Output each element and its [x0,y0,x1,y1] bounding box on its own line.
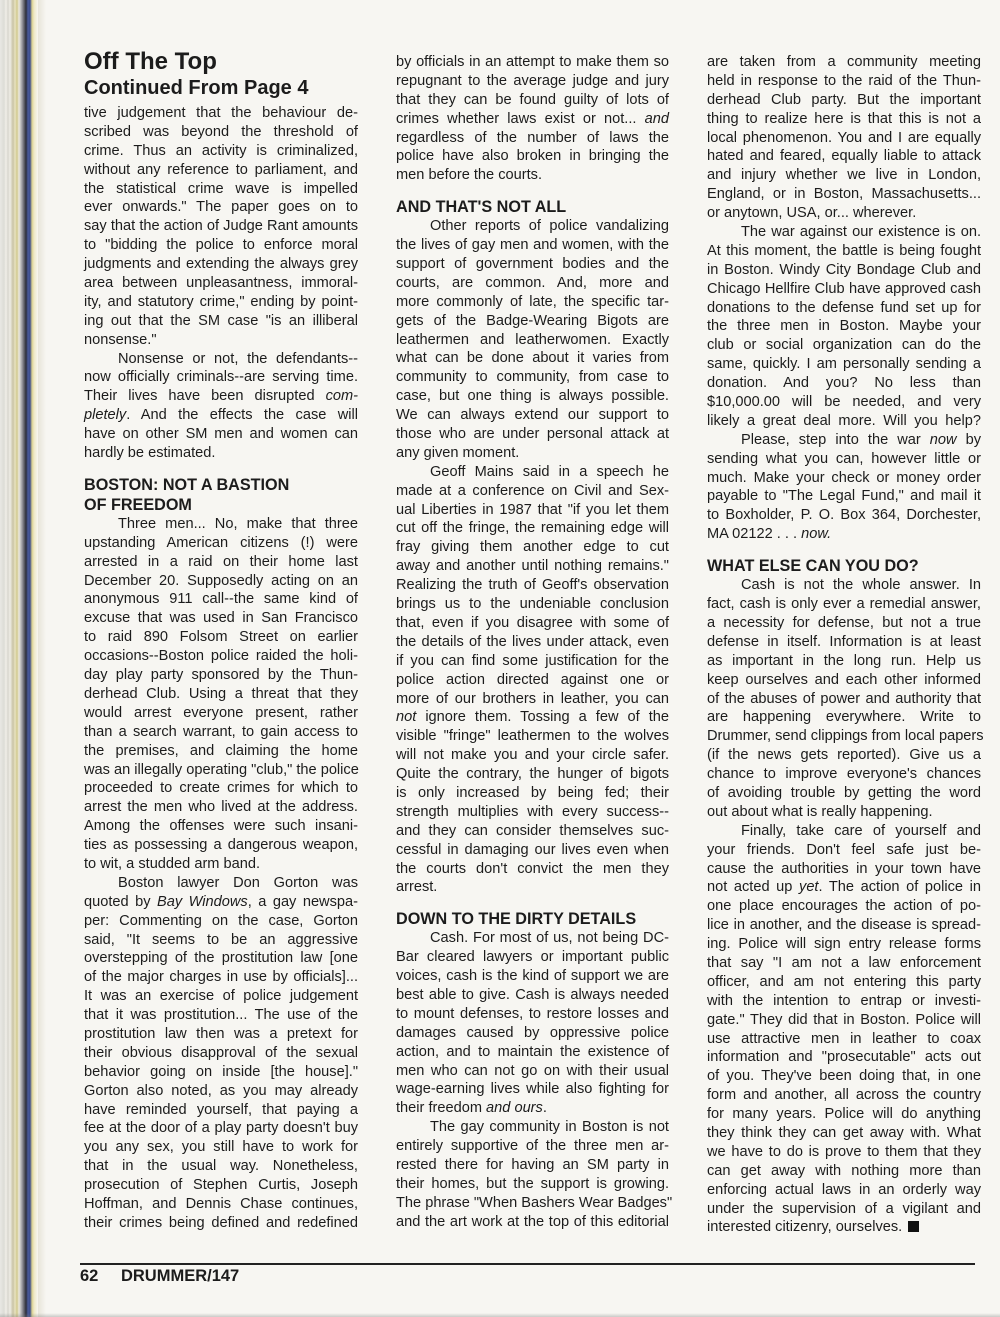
text-line: their homes, but the support is growing. [396,1175,669,1192]
text-run: interested citizenry, ourselves. [707,1219,903,1236]
text-line: fray giving them another edge to cut [396,539,669,556]
text-line: that they can be found guilty of lots of [396,91,669,108]
emphasis: and [644,110,669,127]
text-line: one place encourages the action of po- [707,898,981,915]
text-line: held in response to the raid of the Thun- [707,72,981,89]
text-line: Other reports of police vandalizing [430,218,669,235]
text-line: (if the news gets reported). Give us a [707,747,981,764]
text-line: upstanding American citizens (!) were [84,534,358,551]
column-2 [396,53,673,1232]
text-line: regardless of the number of laws the [396,129,669,146]
text-line [84,387,358,406]
text-line: say that the action of Judge Rant amounts [84,218,358,235]
text-line: donation. And you? No less than [707,375,981,392]
text-line: Chicago Hellfire Club have approved cash [707,280,981,297]
text-line: they think they can get away with. What [707,1124,981,1141]
text-line: action, and to maintain the existence of [396,1043,669,1060]
text-line: prostitution law then was a pretext for [84,1025,358,1042]
text-line: that, even if you disagree with some of [396,614,669,631]
text-line: to Boxholder, P. O. Box 364, Dorchester, [707,507,981,524]
text-line: than a search warrant, to gain access to [84,723,358,740]
text-line: repugnant to the average judge and jury [396,72,669,89]
text-line: Among the offenses were such insani- [84,818,358,835]
text-line: England, or in Boston, Massachusetts... [707,186,981,203]
text-line: prosecution of Stephen Curtis, Joseph [84,1177,358,1194]
text-line: of avoiding trouble by getting the word [707,784,981,801]
gorton-quote-lines [84,912,358,1233]
text-line: cut off the fringe, the remaining edge will [396,520,669,537]
text-line: lice in another, and the disease is spread- [707,917,981,934]
mailing-address-line [707,525,981,544]
text-line: can get away with nothing more than [707,1162,981,1179]
text-run: Please, step into the war [741,431,930,448]
text-line: made at a conference on Civil and Sex- [396,482,669,499]
text-line: payable to "The Legal Fund," and mail it [707,488,981,505]
text-line: It was an exercise of police judgement [84,988,358,1005]
text-line: chance to improve everyone's chances [707,766,981,783]
text-run: by [956,431,981,448]
text-line: for many years. Police will do anything [707,1106,981,1123]
text-line: donations to the defense fund set up for [707,299,981,316]
text-line: use attractive men in leather to coax [707,1030,981,1047]
text-line: said, "It seems to be an aggressive [84,931,358,948]
paragraph-geoff-mains [396,463,669,709]
text-line: courts, are common. And, more and [396,274,669,291]
paragraph-gay-community [396,1118,673,1231]
text-line: Gorton also noted, as you may already [84,1082,358,1099]
emphasis: pletely [84,407,127,424]
text-line: fact, cash is only ever a remedial answer, [707,596,981,613]
text-line: with the intention to entrap or investi- [707,992,981,1009]
text-line [84,893,358,912]
emphasis: and ours [486,1100,543,1117]
text-line: to mount defenses, to restore losses and [396,1005,669,1022]
text-line: if you can find some justification for the [396,652,669,669]
text-line: gate." They did that in Boston. Police will [707,1011,981,1028]
text-line: leathermen and leatherwomen. Exactly [396,331,669,348]
text-line: derhead Club. Using a threat that they [84,685,358,702]
text-line: proceeded to create crimes for which to [84,780,358,797]
paragraph-donation-address [707,450,981,526]
text-line: community to community, from case to [396,369,669,386]
text-line: now officially criminals--are serving time. [84,369,358,386]
text-line: ties as possessing a dangerous weapon, [84,837,358,854]
text-run: . [542,1100,547,1117]
emphasis: yet [799,879,819,896]
text-line: are taken from a community meeting [707,54,981,70]
text-line: and the art work at the top of this editorial [396,1213,669,1230]
text-line: December 20. Supposedly acting on an [84,572,358,589]
text-line [707,431,981,450]
paragraph-finally [707,822,981,879]
text-line: a necessity for defense, but not a true [707,614,981,631]
text-line: would arrest everyone present, rather [84,704,358,721]
text-line: We can always extend our support to [396,407,669,424]
text-line: rested there for having an SM party in [396,1156,669,1173]
text-line: we have to do is prove to them that they [707,1143,981,1160]
text-line: Cash is not the whole answer. In [741,577,981,594]
text-line: to raid 890 Folsom Street on earlier [84,629,358,646]
text-line: sending what you can, however little or [707,450,981,467]
text-line [707,878,981,897]
page-footer [80,1266,239,1286]
text-line: Quite the contrary, the hunger of bigots [396,766,669,783]
text-line: Finally, take care of yourself and [741,822,981,839]
text-line: arrest the men who lived at the address. [84,799,358,816]
text-line: local phenomenon. You and I are equally [707,129,981,146]
emphasis: now [929,431,957,448]
paragraph-community-meeting [707,53,981,223]
text-line: your friends. Don't feel safe just be- [707,841,981,858]
text-line: to "bidding the police to enforce moral [84,237,358,254]
paragraph-information [707,576,984,822]
footer-divider [80,1263,975,1265]
paragraph-nonsense [84,350,358,463]
section-heading-boston [84,475,358,515]
text-line: much. Make your check or money order [707,469,981,486]
text-line: brings us to the undeniable conclusion [396,596,669,613]
emphasis: not [396,709,417,726]
text-line: of the major charges in use by officials]... [84,969,358,986]
text-line: same, quickly. I am personally sending a [707,356,981,373]
text-line: those who are under personal attack at [396,426,669,443]
text-line: day play party sponsored by the Thun- [84,667,358,684]
text-line: voices, cash is the kind of support we are [396,968,669,985]
text-line: arrested in a raid on their home last [84,553,358,570]
emphasis: now. [801,526,832,543]
text-line: that in the usual way. Nonetheless, [84,1158,358,1175]
text-line: scribed was beyond the threshold of [84,123,358,140]
text-line: that it was prostitution... The use of the [84,1007,358,1024]
text-line: visible "fringe" leathermen to the wolves [396,728,669,745]
text-line: of you. They've been doing that, in one [707,1068,981,1085]
text-line: excuse that was used in San Francisco [84,610,358,627]
text-line: police action directed against one or [396,671,669,688]
text-line: form and another, all across the country [707,1087,981,1104]
section-heading-what-else: WHAT ELSE CAN YOU DO? [707,557,919,576]
text-line: their crimes being defined and redefined [84,1214,358,1231]
text-line: any given moment. [396,444,520,461]
text-line: that say "I am not a law enforcement [707,954,981,971]
text-line: strength multiplies with every success-- [396,803,669,820]
text-line: best able to give. Cash is always needed [396,986,669,1003]
text-line: to wit, a studded arm band. [84,855,261,872]
text-line: damages caused by oppressive police [396,1024,669,1041]
text-line: Hoffman, and Dennis Chase continues, [84,1195,358,1212]
text-line: likely a great deal more. Will you help? [707,412,981,429]
end-of-article-square-icon [908,1221,919,1232]
text-line: behavior going on inside [the house]." [84,1063,358,1080]
text-line: gets of the Badge-Wearing Bigots are [396,312,669,329]
paragraph-continued [396,53,669,110]
text-run: crimes whether laws exist or not... [396,110,645,127]
text-line: Geoff Mains said in a speech he [430,463,669,480]
text-line: judgments and extending the always grey [84,256,358,273]
text-line: the lives of gay men and women, with the [396,237,669,254]
text-line: their obvious disapproval of the sexual [84,1044,358,1061]
paragraph-war [707,223,981,431]
text-run: . The action of police in [818,879,981,896]
text-line: information and "prosecutable" acts out [707,1049,981,1066]
text-line: have reminded yourself, that paying a [84,1101,358,1118]
text-line: club or social organization can do the [707,337,981,354]
text-line: case, but one thing is always possible. [396,388,669,405]
text-line: ever onwards." The paper goes on to [84,199,358,216]
text-line: as important in the long run. Help us [707,652,981,669]
text-line: or anytown, USA, or... wherever. [707,205,917,222]
text-line: nonsense." [84,331,157,348]
publication-issue: DRUMMER/147 [120,1267,240,1285]
text-line: tive judgement that the behaviour de- [84,105,358,121]
text-line: keep ourselves and each other informed [707,671,981,688]
text-line: thing to realize here is that this is not a [707,110,981,127]
text-line: entirely supportive of the three men ar- [396,1138,669,1155]
text-line: arrest. [396,879,438,896]
text-line: more of our brothers in leather, you can [396,690,669,707]
text-line: ing. Police will sign entry release forms [707,936,981,953]
heading-line: OF FREEDOM [84,495,192,514]
text-line: without any reference to parliament, and [84,161,358,178]
text-line: Bar cleared lawyers or important public [396,949,669,966]
text-line: the premises, and claiming the home [84,742,358,759]
text-line: police have also broken in bringing the [396,148,669,165]
text-line [396,1099,669,1118]
text-line: hardly be estimated. [84,445,216,462]
text-line: of the abuses of power and authority that [707,690,981,707]
text-line [396,110,669,129]
text-line: and injury whether we live in London, [707,167,981,184]
text-line: occasions--Boston police raided the holi- [84,648,358,665]
text-line: defense in itself. Information is at least [707,633,981,650]
text-line: per: Commenting on the case, Gorton [84,912,358,929]
text-line [84,406,358,425]
paragraph-police-tactics [707,897,981,1218]
text-line: Realizing the truth of Geoff's observation [396,577,669,594]
text-line: in Boston. Windy City Bondage Club and [707,261,981,278]
article-title: Off The Top [84,48,217,75]
text-run: MA 02122 . . . [707,526,802,543]
text-line: have on other SM men and women can [84,426,358,443]
text-line: under the supervision of a vigilant and [707,1200,981,1217]
text-line: ity, and statutory crime," ending by point- [84,293,358,310]
page-number: 62 [80,1267,99,1285]
paragraph-intro-quote [84,104,358,350]
text-line: is only increased by being fed; their [396,784,669,801]
text-line: hated and feared, equally liable to attack [707,148,981,165]
text-line [707,1218,981,1237]
text-line: cause the authorities in your town have [707,860,981,877]
paragraph-geoff-mains-end [396,727,669,897]
text-line: Drummer, send clippings from local papers [707,728,984,745]
text-run: not acted up [707,879,800,896]
paragraph-cash [396,929,669,1099]
paragraph-continued-end [396,129,669,186]
heading-line: BOSTON: NOT A BASTION [84,475,290,494]
text-line: men who can not go on with their usual [396,1062,669,1079]
text-line: what can be done about it varies from [396,350,669,367]
paragraph-gorton [84,874,358,1233]
text-line: ing out that the SM case "is an illiberal [84,312,358,329]
text-line: by officials in an attempt to make them so [396,54,669,70]
article-continuation-note: Continued From Page 4 [84,77,309,99]
text-line: the details of the lives under attack, even [396,633,669,650]
column-1 [84,48,358,1233]
emphasis: com- [325,388,358,405]
text-line: anonymous 911 call--the same kind of [84,591,358,608]
text-line: $10,000.00 will be needed, and very [707,394,981,411]
column-3 [707,53,984,1237]
text-line: support of government bodies and the [396,256,669,273]
text-line: Three men... No, make that three [118,515,358,532]
text-line: Cash. For most of us, not being DC- [430,930,669,947]
text-line: wage-earning lives while also fighting for [396,1081,669,1098]
text-run: , a gay newspa- [247,893,358,910]
paragraph-other-reports [396,217,669,463]
section-heading-not-all: AND THAT'S NOT ALL [396,198,567,217]
text-line [396,708,669,727]
text-line: out about what is really happening. [707,803,933,820]
text-line: ual Liberties in 1987 that "if you let them [396,501,669,518]
text-line: will not make you and your circle safer. [396,747,669,764]
publication-name: Bay Windows [157,893,248,910]
text-run: ignore them. Tossing a few of the [416,709,669,726]
text-line: derhead Club party. But the important [707,91,981,108]
text-line: away and another until nothing remains." [396,558,669,575]
text-line: fee at the door of a play party doesn't buy [84,1120,358,1137]
text-line: you any sex, you still have to work for [84,1139,358,1156]
text-line: officer, and am not entering this party [707,973,981,990]
text-line: the statistical crime wave is impelled [84,180,358,197]
text-line: was an illegally operating "club," the police [84,761,359,778]
text-line: men before the courts. [396,167,543,184]
text-line: crime. Thus an activity is criminalized, [84,142,358,159]
text-line: Boston lawyer Don Gorton was [118,874,358,891]
text-line: cessful in damaging our lives even when [396,841,669,858]
paragraph-three-men [84,515,358,874]
text-line: The gay community in Boston is not [430,1119,669,1136]
text-run: their freedom [396,1100,487,1117]
section-heading-dirty-details: DOWN TO THE DIRTY DETAILS [396,910,637,929]
text-line: enforcing actual laws in an orderly way [707,1181,981,1198]
text-line: overstepping of the prostitution law [one [84,950,358,967]
text-line: At this moment, the battle is being fought [707,242,981,259]
text-line: and they can consider themselves suc- [396,822,669,839]
text-line: are happening everywhere. Write to [707,709,981,726]
text-run: quoted by [84,893,157,910]
text-run: . And the effects the case will [126,407,358,424]
text-line: The phrase "When Bashers Wear Badges" [396,1194,673,1211]
scan-bottom-shadow [0,1313,1000,1317]
text-line: area between unpleasantness, immoral- [84,275,358,292]
text-line: the three men in Boston. Maybe your [707,318,981,335]
text-line: more commonly of late, the specific tar- [396,293,669,310]
text-run: Their lives have been disrupted [84,388,326,405]
text-line: the courts don't convict the men they [396,860,669,877]
text-line: Nonsense or not, the defendants-- [118,350,358,367]
text-line: The war against our existence is on. [741,224,981,241]
